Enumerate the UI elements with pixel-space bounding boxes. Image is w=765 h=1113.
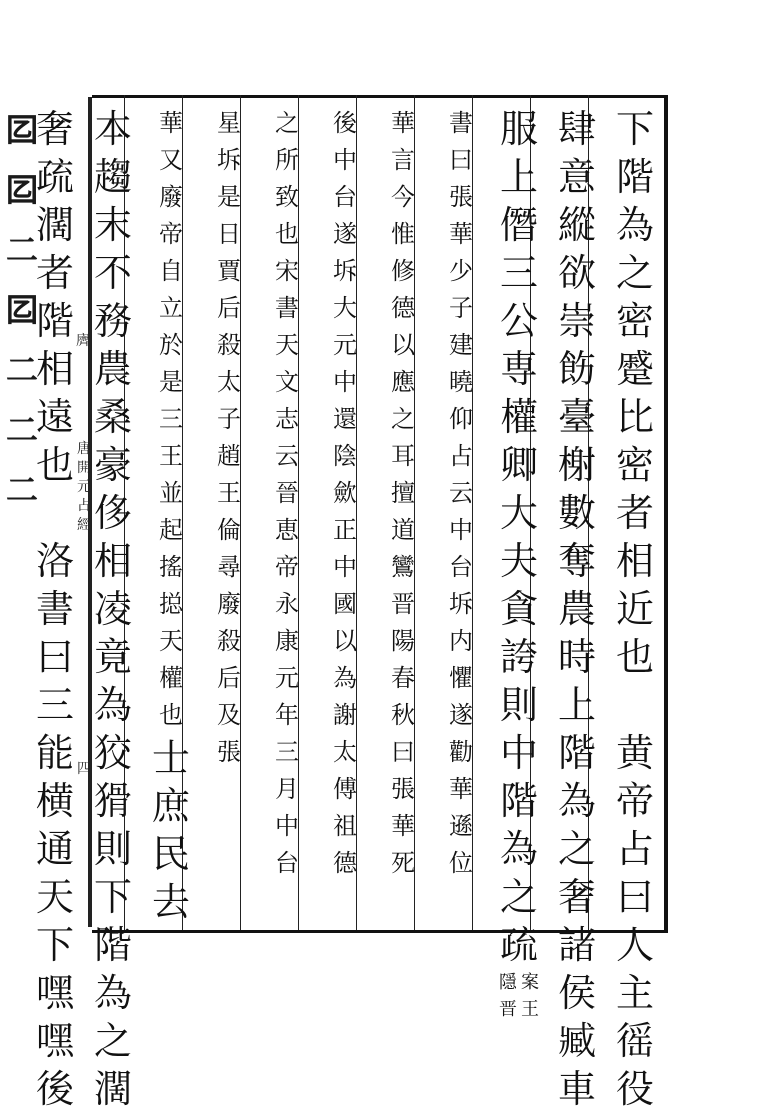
- glyph: 之: [93, 1019, 132, 1063]
- glyph: 華: [449, 775, 473, 803]
- glyph: 下: [93, 875, 132, 919]
- glyph: 謝: [333, 701, 357, 729]
- glyph: 后: [217, 664, 241, 692]
- glyph: 以: [391, 331, 415, 359]
- fold-heading-glyph: 二: [5, 231, 38, 269]
- glyph: 起: [159, 516, 183, 544]
- glyph: 又: [159, 146, 183, 174]
- text-column: [84, 105, 142, 1113]
- glyph: 之: [275, 109, 299, 137]
- glyph: 權: [499, 395, 538, 439]
- glyph: 則: [499, 683, 538, 727]
- glyph: 數: [557, 491, 596, 535]
- glyph: 縱: [557, 203, 596, 247]
- glyph: 帝: [615, 779, 654, 823]
- glyph: 侈: [93, 491, 132, 535]
- glyph: 士: [151, 736, 190, 780]
- glyph: 占: [449, 442, 473, 470]
- glyph: 台: [333, 183, 357, 211]
- glyph: 恵: [275, 516, 299, 544]
- glyph: 云: [275, 442, 299, 470]
- text-column: [142, 105, 200, 926]
- glyph: 趨: [93, 155, 132, 199]
- glyph: 也: [615, 635, 654, 679]
- glyph: 比: [615, 395, 654, 439]
- fold-heading-glyph: 𡆠: [5, 291, 38, 329]
- glyph: 相: [615, 539, 654, 583]
- glyph: 權: [159, 664, 183, 692]
- glyph: 為: [93, 683, 132, 727]
- fold-heading-glyph: 二: [5, 351, 38, 389]
- glyph: 月: [275, 775, 299, 803]
- glyph: 坼: [333, 257, 357, 285]
- glyph: 死: [391, 849, 415, 877]
- glyph: 者: [35, 251, 74, 295]
- glyph: 近: [615, 587, 654, 631]
- glyph: 立: [159, 294, 183, 322]
- fold-heading-glyph: 𡆠: [5, 111, 38, 149]
- glyph: 疏: [499, 923, 538, 967]
- glyph: 密: [615, 299, 654, 343]
- glyph: 竟: [93, 635, 132, 679]
- glyph: 為: [557, 779, 596, 823]
- glyph: 永: [275, 590, 299, 618]
- glyph: 後: [333, 109, 357, 137]
- glyph: 階: [499, 779, 538, 823]
- glyph: 是: [159, 368, 183, 396]
- glyph: 帝: [275, 553, 299, 581]
- glyph: 蹙: [615, 347, 654, 391]
- glyph: 志: [275, 405, 299, 433]
- glyph: 欲: [557, 251, 596, 295]
- glyph: 主: [615, 971, 654, 1015]
- glyph: 去: [151, 880, 190, 924]
- glyph: 廢: [159, 183, 183, 211]
- book-title-glyph: 經: [77, 517, 91, 533]
- glyph: 也: [275, 220, 299, 248]
- fold-heading-glyph: 二: [5, 411, 38, 449]
- glyph: 中: [333, 368, 357, 396]
- glyph: 服: [499, 107, 538, 151]
- glyph: 也: [35, 443, 74, 487]
- glyph: 還: [333, 405, 357, 433]
- glyph: 臺: [557, 395, 596, 439]
- glyph: 文: [275, 368, 299, 396]
- glyph: 中: [449, 516, 473, 544]
- glyph: 人: [615, 923, 654, 967]
- glyph: 天: [275, 331, 299, 359]
- glyph: 華: [159, 109, 183, 137]
- glyph: 内: [449, 627, 473, 655]
- glyph: 搃: [159, 590, 183, 618]
- glyph: 之: [391, 405, 415, 433]
- glyph: 階: [35, 299, 74, 343]
- glyph: 倫: [217, 516, 241, 544]
- glyph: 務: [93, 299, 132, 343]
- glyph: 中: [275, 812, 299, 840]
- glyph: 猾: [93, 779, 132, 823]
- note-glyph: 王: [521, 999, 539, 1020]
- interlinear-note: [499, 969, 539, 1023]
- glyph: 遂: [449, 701, 473, 729]
- glyph: 三: [499, 251, 538, 295]
- glyph: 殺: [217, 627, 241, 655]
- note-glyph: 案: [521, 972, 539, 993]
- glyph: 張: [391, 775, 415, 803]
- glyph: 三: [159, 405, 183, 433]
- glyph: 陰: [333, 442, 357, 470]
- note-glyph: 晋: [499, 999, 517, 1020]
- book-title-glyph: 元: [77, 479, 91, 495]
- glyph: 通: [35, 827, 74, 871]
- glyph: 遂: [333, 220, 357, 248]
- glyph: 不: [93, 251, 132, 295]
- glyph: 意: [557, 155, 596, 199]
- glyph: 春: [391, 664, 415, 692]
- glyph: 庶: [151, 784, 190, 828]
- text-column: [432, 105, 490, 882]
- glyph: 今: [391, 183, 415, 211]
- text-column: [258, 105, 316, 882]
- glyph: 役: [615, 1067, 654, 1111]
- glyph: 大: [333, 294, 357, 322]
- glyph: 之: [615, 251, 654, 295]
- glyph: 以: [333, 627, 357, 655]
- glyph: 子: [217, 405, 241, 433]
- text-column: [374, 105, 432, 882]
- glyph: 元: [333, 331, 357, 359]
- glyph: 民: [151, 832, 190, 876]
- glyph: 後: [35, 1067, 74, 1111]
- glyph: 元: [275, 664, 299, 692]
- glyph: 秋: [391, 701, 415, 729]
- glyph: 應: [391, 368, 415, 396]
- glyph: 曉: [449, 368, 473, 396]
- glyph: 階: [557, 731, 596, 775]
- glyph: 遠: [35, 395, 74, 439]
- glyph: 德: [333, 849, 357, 877]
- glyph: 公: [499, 299, 538, 343]
- glyph: 張: [217, 738, 241, 766]
- glyph: 諸: [557, 923, 596, 967]
- glyph: 道: [391, 516, 415, 544]
- glyph: 嘿: [35, 1019, 74, 1063]
- glyph: 横: [35, 779, 74, 823]
- glyph: 曰: [449, 146, 473, 174]
- glyph: 書: [449, 109, 473, 137]
- glyph: 中: [333, 146, 357, 174]
- glyph: 為: [93, 971, 132, 1015]
- glyph: 相: [93, 539, 132, 583]
- glyph: 者: [615, 491, 654, 535]
- glyph: 為: [499, 827, 538, 871]
- text-column: [26, 105, 84, 1113]
- fold-heading-glyph: 二: [5, 471, 38, 509]
- glyph: 晋: [391, 590, 415, 618]
- glyph: 仰: [449, 405, 473, 433]
- glyph: 之: [557, 827, 596, 871]
- glyph: 侯: [557, 971, 596, 1015]
- glyph: 夫: [499, 539, 538, 583]
- glyph: 傅: [333, 775, 357, 803]
- glyph: 中: [333, 553, 357, 581]
- text-column: [490, 105, 548, 1023]
- glyph: 専: [499, 347, 538, 391]
- glyph: 張: [449, 183, 473, 211]
- glyph: 為: [333, 664, 357, 692]
- glyph: 德: [391, 294, 415, 322]
- glyph: 狡: [93, 731, 132, 775]
- glyph: 疏: [35, 155, 74, 199]
- glyph: 耳: [391, 442, 415, 470]
- glyph: 之: [499, 875, 538, 919]
- glyph: 誇: [499, 635, 538, 679]
- glyph: 崇: [557, 299, 596, 343]
- glyph: 晉: [275, 479, 299, 507]
- glyph: 少: [449, 257, 473, 285]
- glyph: 致: [275, 183, 299, 211]
- glyph: 王: [159, 442, 183, 470]
- glyph: 於: [159, 331, 183, 359]
- glyph: 懼: [449, 664, 473, 692]
- glyph: 車: [557, 1067, 596, 1111]
- glyph: 建: [449, 331, 473, 359]
- glyph: 奢: [35, 107, 74, 151]
- note-glyph: 隱: [499, 972, 517, 993]
- glyph: 搖: [159, 553, 183, 581]
- glyph: 貪: [499, 587, 538, 631]
- glyph: 階: [93, 923, 132, 967]
- glyph: 曰: [615, 875, 654, 919]
- glyph: 華: [391, 812, 415, 840]
- glyph: 歛: [333, 479, 357, 507]
- glyph: 曰: [391, 738, 415, 766]
- glyph: 嘿: [35, 971, 74, 1015]
- glyph: 太: [217, 368, 241, 396]
- glyph: 修: [391, 257, 415, 285]
- glyph: 凌: [93, 587, 132, 631]
- glyph: 后: [217, 294, 241, 322]
- glyph: 相: [35, 347, 74, 391]
- glyph: 為: [615, 203, 654, 247]
- glyph: 位: [449, 849, 473, 877]
- text-column: [606, 105, 664, 1113]
- glyph: 尋: [217, 553, 241, 581]
- glyph: 華: [449, 220, 473, 248]
- glyph: 洛: [35, 539, 74, 583]
- note-line-right: [521, 969, 539, 1023]
- glyph: 自: [159, 257, 183, 285]
- glyph: 惟: [391, 220, 415, 248]
- glyph: 王: [217, 479, 241, 507]
- glyph: 及: [217, 701, 241, 729]
- glyph: 天: [159, 627, 183, 655]
- glyph: 桑: [93, 395, 132, 439]
- glyph: 天: [35, 875, 74, 919]
- glyph: 也: [159, 701, 183, 729]
- glyph: 本: [93, 107, 132, 151]
- glyph: 太: [333, 738, 357, 766]
- glyph: 奪: [557, 539, 596, 583]
- glyph: 年: [275, 701, 299, 729]
- glyph: 飭: [557, 347, 596, 391]
- glyph: 濶: [93, 1067, 132, 1111]
- glyph: 擅: [391, 479, 415, 507]
- glyph: 占: [615, 827, 654, 871]
- glyph: 農: [93, 347, 132, 391]
- text-column: [316, 105, 374, 882]
- glyph: 遜: [449, 812, 473, 840]
- page-number: 四: [77, 761, 91, 777]
- glyph: 三: [35, 683, 74, 727]
- glyph: 廢: [217, 590, 241, 618]
- glyph: 僭: [499, 203, 538, 247]
- glyph: 華: [391, 109, 415, 137]
- glyph: 下: [35, 923, 74, 967]
- glyph: 奢: [557, 875, 596, 919]
- book-title-glyph: 開: [77, 460, 91, 476]
- glyph: 密: [615, 443, 654, 487]
- text-column: [548, 105, 606, 1113]
- glyph: 黄: [615, 731, 654, 775]
- glyph: 肆: [557, 107, 596, 151]
- glyph: 則: [93, 827, 132, 871]
- glyph: 徭: [615, 1019, 654, 1063]
- glyph: 曰: [35, 635, 74, 679]
- glyph: 子: [449, 294, 473, 322]
- glyph: 台: [275, 849, 299, 877]
- glyph: 書: [275, 294, 299, 322]
- glyph: 書: [35, 587, 74, 631]
- glyph: 末: [93, 203, 132, 247]
- glyph: 正: [333, 516, 357, 544]
- glyph: 上: [499, 155, 538, 199]
- glyph: 榭: [557, 443, 596, 487]
- glyph: 康: [275, 627, 299, 655]
- glyph: 台: [449, 553, 473, 581]
- glyph: 殺: [217, 331, 241, 359]
- glyph: 國: [333, 590, 357, 618]
- book-title-glyph: 占: [77, 498, 91, 514]
- glyph: 臧: [557, 1019, 596, 1063]
- glyph: 能: [35, 731, 74, 775]
- glyph: 星: [217, 109, 241, 137]
- book-title-glyph: 唐: [77, 441, 91, 457]
- text-column: [200, 105, 258, 771]
- glyph: 祖: [333, 812, 357, 840]
- glyph: 大: [499, 491, 538, 535]
- glyph: 濶: [35, 203, 74, 247]
- glyph: 階: [615, 155, 654, 199]
- glyph: 下: [615, 107, 654, 151]
- glyph: 云: [449, 479, 473, 507]
- glyph: 農: [557, 587, 596, 631]
- glyph: 宋: [275, 257, 299, 285]
- glyph: 日: [217, 220, 241, 248]
- glyph: 卿: [499, 443, 538, 487]
- glyph: 所: [275, 146, 299, 174]
- glyph: 勸: [449, 738, 473, 766]
- note-line-left: [499, 969, 517, 1023]
- fold-heading-glyph: 𡆠: [5, 171, 38, 209]
- glyph: 鸞: [391, 553, 415, 581]
- glyph: 趙: [217, 442, 241, 470]
- glyph: 三: [275, 738, 299, 766]
- glyph: 帝: [159, 220, 183, 248]
- glyph: 時: [557, 635, 596, 679]
- glyph: 中: [499, 731, 538, 775]
- glyph: 賈: [217, 257, 241, 285]
- glyph: 並: [159, 479, 183, 507]
- glyph: 陽: [391, 627, 415, 655]
- glyph: 坼: [217, 146, 241, 174]
- glyph: 是: [217, 183, 241, 211]
- fold-mark: 𪗆: [76, 333, 90, 349]
- glyph: 上: [557, 683, 596, 727]
- glyph: 言: [391, 146, 415, 174]
- glyph: 坼: [449, 590, 473, 618]
- glyph: 豪: [93, 443, 132, 487]
